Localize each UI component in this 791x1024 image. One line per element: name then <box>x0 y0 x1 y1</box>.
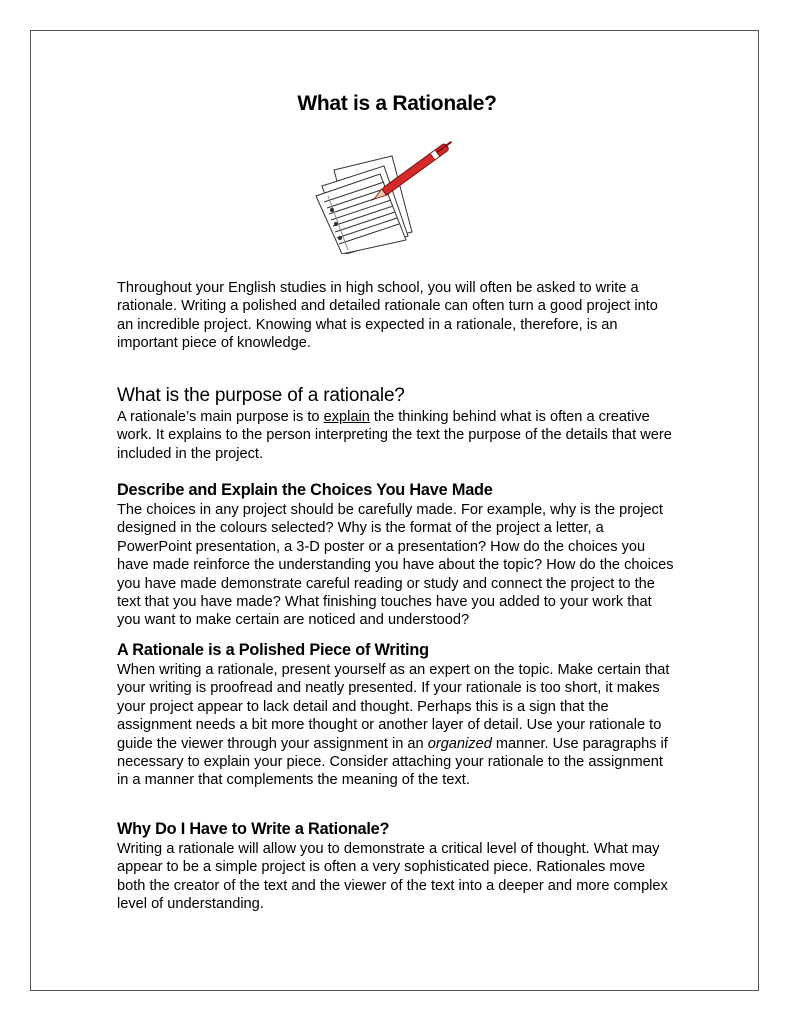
paper-and-pen-icon <box>314 140 468 254</box>
choices-paragraph: The choices in any project should be carefully made. For example, why is the project designed in the colours selected? Why is the format of the project a letter, a PowerPoint presentation, a 3-D poster or a presentation? How do the choices you have made reinforce the understanding you have about the topic? How do the choices you have made demonstrate careful reading or study and connect the project to the text that you have made? What finishing touches have you added to your work that you want to make certain are noticed and understood? <box>117 502 674 629</box>
why-paragraph: Writing a rationale will allow you to demonstrate a critical level of thought. What may appear to be a simple project is often a very sophisticated piece. Rationales move both the creator of the text and the viewer of the text into a deeper and more complex level of understanding. <box>117 841 668 913</box>
polished-paragraph <box>117 661 677 790</box>
purpose-text-start: A rationale’s main purpose is to <box>117 409 324 425</box>
explain-underlined-word: explain <box>323 409 370 425</box>
choices-heading: Describe and Explain the Choices You Have Made <box>117 481 493 499</box>
organized-italic-word: organized <box>427 735 492 752</box>
polished-heading: A Rationale is a Polished Piece of Writing <box>117 641 429 659</box>
why-heading: Why Do I Have to Write a Rationale? <box>117 820 390 838</box>
polished-text-end: manner. Use paragraphs if necessary to explain your piece. Consider attaching your rationale to the assignment in a manner that complements the meaning of the text. <box>117 735 668 789</box>
purpose-heading: What is the purpose of a rationale? <box>117 385 405 406</box>
purpose-paragraph <box>117 408 677 463</box>
why-section <box>117 820 677 914</box>
polished-text-start: When writing a rationale, present yourself as an expert on the topic. Make certain that your writing is proofread and neatly presented. If your rationale is too short, it makes your project appear to lack detail and thought. Perhaps this is a sign that the assignment needs a bit more thought or another layer of detail. Use your rationale to guide the viewer through your assignment in an <box>117 662 670 752</box>
purpose-text-end: the thinking behind what is often a creative work. It explains to the person interpreting the text the purpose of the details that were included in the project. <box>117 409 672 462</box>
choices-section <box>117 481 677 630</box>
polished-section <box>117 641 677 790</box>
intro-paragraph: Throughout your English studies in high school, you will often be asked to write a rationale. Writing a polished and detailed rationale can often turn a good project into an incredible project. Knowing what is expected in a rationale, therefore, is an important piece of knowledge. <box>117 280 658 352</box>
page-title: What is a Rationale? <box>297 92 497 115</box>
